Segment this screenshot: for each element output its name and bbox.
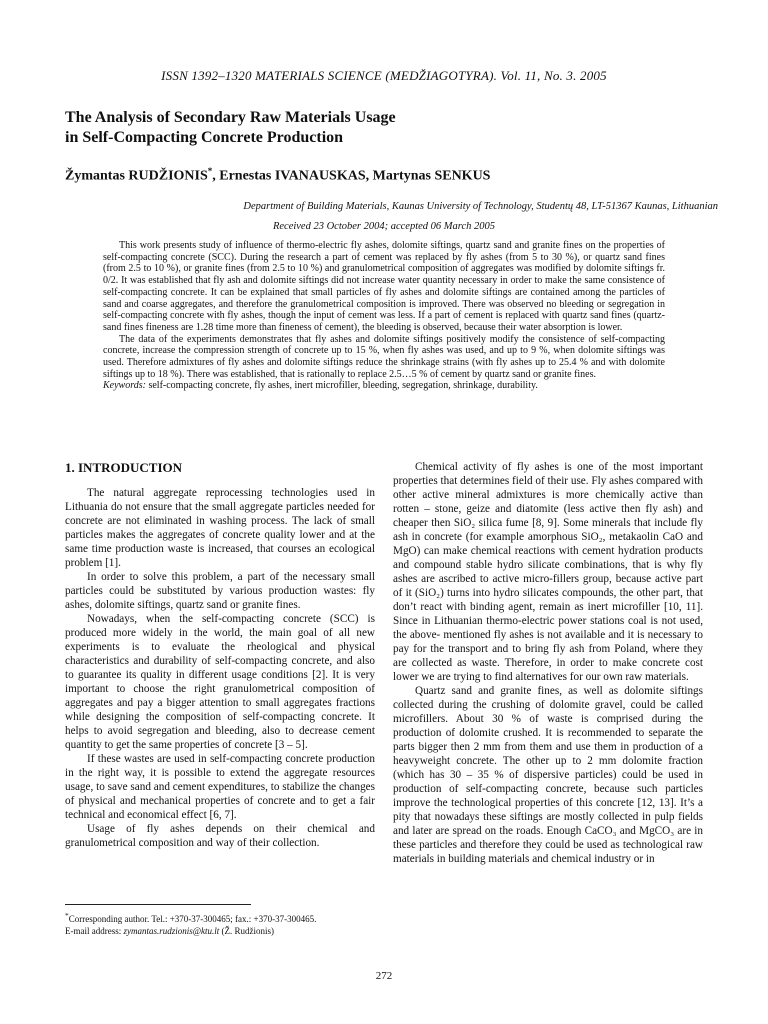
left-column <box>65 460 375 850</box>
right-paragraph-2: Quartz sand and granite fines, as well as dolomite siftings collected during the crushing of dolomite gravel, could be called microfillers. About 30 % of waste is comprised during the production of dolomite crushed. It is recommended to separate the parts bigger then 2 mm from them and use them in production of a heavyweight concrete. The other up to 2 mm dolomite fraction (which has 30 – 35 % of dispersive particles) could be used in production of self-compacting concrete, because such particles improve the technological properties of this concrete [12, 13]. It’s a pity that nowadays these siftings are mostly collected in pulp fields and later are spread on the roads. Enough CaCO₃ and MgCO₃ are in these particles and therefore they could be used as technological raw materials in building materials and chemical industry or in <box>393 685 703 865</box>
abstract <box>103 240 665 392</box>
authors <box>65 166 705 185</box>
footnote-contact <box>65 910 395 925</box>
paper-title <box>65 108 705 148</box>
intro-paragraph-3: Nowadays, when the self-compacting concrete (SCC) is produced more widely in the world, the main goal of all new experiments is to evaluate the rheological and physical characteristics and durability of self-compacting concrete, and also to guarantee its quality in different usage conditions [2]. It is very important to choose the right granulometrical composition of aggregates and pay a bigger attention to small aggregates fractions while designing the composition of self-compacting concrete. It helps to avoid segregation and bleeding, also to decrease cement quantity to get the same properties of concrete [3 – 5]. <box>65 613 375 751</box>
keywords <box>103 380 665 392</box>
intro-paragraph-4: If these wastes are used in self-compacting concrete production in the right way, it is possible to extend the aggregate resources usage, to save sand and cement expenditures, to stabilize the changes of physical and mechanical properties of concrete and to get a fair technical and economical effect [6, 7]. <box>65 753 375 821</box>
right-column <box>393 460 703 866</box>
abstract-paragraph-2: The data of the experiments demonstrates that fly ashes and dolomite siftings positively modify the consistence of self-compacting concrete, increase the compression strength of concrete up to 15 %, when fly ashes was used, and up to 9 %, when dolomite siftings was used. Therefore admixtures of fly ashes and dolomite siftings reduce the shrinkage strains (with fly ashes up to 25.4 % and with dolomite siftings up to 18 %). There was established, that is rationally to replace 2.5…5 % of cement by quartz sand or granite fines. <box>103 333 665 380</box>
journal-header: ISSN 1392–1320 MATERIALS SCIENCE (MEDŽIAGOTYRA). Vol. 11, No. 3. 2005 <box>161 68 607 83</box>
intro-paragraph-2: In order to solve this problem, a part of the necessary small particles could be substituted by various production wastes: fly ashes, dolomite siftings, quartz sand or granite fines. <box>65 571 375 611</box>
abstract-paragraph-1: This work presents study of influence of thermo-electric fly ashes, dolomite siftings, quartz sand and granite fines on the properties of self-compacting concrete (SCC). During the research a part of cement was replaced by fly ashes (from 5 to 30 %), or quartz sand fines (from 2.5 to 10 %), or granite fines (from 2.5 to 10 %) and granulometrical composition of aggregates was modified by dolomite siftings fr. 0/2. It was established that fly ash and dolomite siftings did not increase water quantity necessary in order to make the same consistence of self-compacting concrete. It can be explained that small particles of fly ashes and dolomite siftings are contained among the particles of sand and coarse aggregates, and therefore the granulometrical composition is improved. There was observed no bleeding or segregation in self-compacting concrete with fly ashes, though the input of cement was less. If a part of cement is replaced with quartz sand fines (quartz-sand fines fineness are 1.28 time more than fineness of cement), the bleeding is observed, because their water absorption is lower. <box>103 240 665 333</box>
footnote-marker: * <box>65 911 69 920</box>
affiliation: Department of Building Materials, Kaunas University of Technology, Studentų 48, LT-51367 Kaunas, Lithuanian <box>243 201 718 212</box>
footnote-email-label: E-mail address: <box>65 926 124 936</box>
footnote-email-line <box>65 925 395 937</box>
footnote <box>65 910 395 937</box>
other-authors: , Ernestas IVANAUSKAS, Martynas SENKUS <box>212 168 491 184</box>
section-heading-introduction: 1. INTRODUCTION <box>65 460 183 475</box>
corresponding-author-marker: * <box>207 166 213 176</box>
received-dates: Received 23 October 2004; accepted 06 March 2005 <box>272 221 496 232</box>
footnote-email-suffix: (Ž. Rudžionis) <box>219 926 275 936</box>
paper-title-line-2: in Self-Compacting Concrete Production <box>65 129 344 146</box>
first-author: Žymantas RUDŽIONIS <box>65 168 208 184</box>
footnote-divider <box>65 904 251 905</box>
right-paragraph-1: Chemical activity of fly ashes is one of the most important properties that determines field of their use. Fly ashes compared with other active mineral admixtures is more chemically active than rotten – stone, geize and diatomite (less active then fly ash) and cheaper then SiO₂ silica fume [8, 9]. Some minerals that include fly ash in concrete (for example amorphous SiO₂, metakaolin CaO and MgO) can make chemical reactions with cement hydration products and compound stable hydro silicate combinations, that is why fly ashes are ascribed to active micro-fillers group, because active part of it (SiO₂) turns into hydro silicates compounds, the other part, that don’t react with binding agent, remain as inert microfiller [10, 11]. Since in Lithuanian thermo-electric power stations coal is not used, the above- mentioned fly ashes is not available and it is necessary to pay for the transport and to bring fly ash from Poland, where they are collected as waste. Therefore, in order to make concrete cost lower we are trying to find alternatives for our own raw materials. <box>393 461 703 683</box>
intro-paragraph-1: The natural aggregate reprocessing technologies used in Lithuania do not ensure that the small aggregate particles needed for concrete are not eliminated in washing process. The lack of small particles makes the aggregates of concrete quality lower and at the same time production waste is increased, that courses an ecological problem [1]. <box>65 487 375 569</box>
footnote-phone: Corresponding author. Tel.: +370-37-300465; fax.: +370-37-300465. <box>68 914 317 924</box>
keywords-label: Keywords: <box>103 380 146 392</box>
paper-title-line-1: The Analysis of Secondary Raw Materials Usage <box>65 109 396 126</box>
keywords-list: self-compacting concrete, fly ashes, inert microfiller, bleeding, segregation, shrinkage, durability. <box>145 380 538 392</box>
footnote-email: zymantas.rudzionis@ktu.lt <box>123 926 220 936</box>
page-number: 272 <box>375 970 393 982</box>
intro-paragraph-5: Usage of fly ashes depends on their chemical and granulometrical composition and way of their collection. <box>65 823 375 849</box>
